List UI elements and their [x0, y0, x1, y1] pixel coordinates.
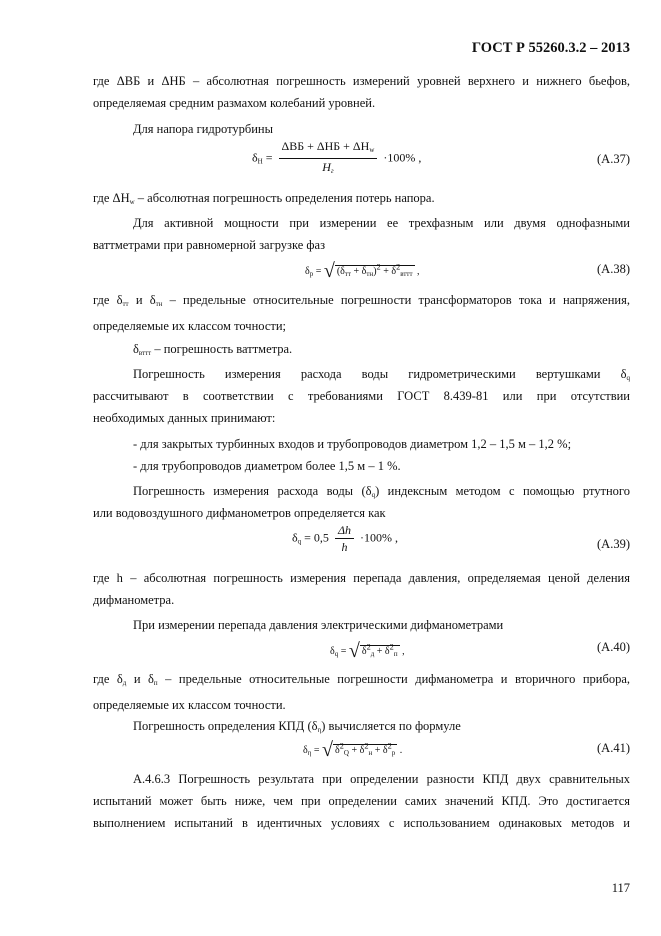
- text-span: – предельные относительные погрешности дифманометра и вторичного прибора,: [157, 672, 630, 686]
- paragraph-levels: [93, 70, 630, 114]
- formula-a40: $\delta_q$ = √ $\delta^2_д + \delta^2_п$ ,: [330, 640, 405, 662]
- text-line: где ΔВБ и ΔНБ – абсолютная погрешность измерений уровней верхнего и нижнего бьефов,: [93, 74, 630, 88]
- text-line: испытаний может быть ниже, чем при определении самих значений КПД. Это достигается: [93, 794, 630, 808]
- text-span: где δ: [93, 672, 123, 686]
- paragraph-flow-cont: [93, 385, 630, 429]
- text-line: А.4.6.3 Погрешность результата при определении разности КПД двух сравнительных: [133, 772, 630, 786]
- text-line: рассчитывают в соответствии с требованиями ГОСТ 8.439-81 или при отсутствии: [93, 389, 630, 403]
- formula-a37: $\delta_H$ = $\frac{\Delta ВБ + \Delta НБ + \Delta H_w}{H_г}$ ·100% ,: [252, 138, 421, 179]
- paragraph-a463-cont: [93, 790, 630, 834]
- f39-fraction: [335, 522, 354, 555]
- document-header: ГОСТ Р 55260.3.2 – 2013: [471, 40, 630, 56]
- page-number: 117: [611, 881, 630, 895]
- text-span: и δ: [128, 293, 156, 307]
- f37-numerator: ΔВБ + ΔНБ + ΔH: [281, 139, 370, 153]
- list-item: - для закрытых турбинных входов и трубопроводов диаметром 1,2 – 1,5 м – 1,2 %;: [133, 437, 572, 451]
- f37-lhs: δ: [252, 150, 258, 165]
- text-span: Погрешность измерения расхода воды гидрометрическими вертушками δ: [133, 367, 627, 381]
- formula-a39: [292, 522, 398, 555]
- text-sub: w: [129, 198, 135, 206]
- text-sub: тт: [122, 300, 129, 308]
- f37-den-sub: г: [330, 167, 334, 175]
- text-span: где δ: [93, 293, 123, 307]
- paragraph-diff: [93, 668, 630, 716]
- f37-tail: ·100% ,: [383, 150, 422, 165]
- f37-lhs-sub: H: [257, 157, 263, 166]
- text-span: – предельные относительные погрешности трансформаторов тока и напряжения,: [162, 293, 630, 307]
- text-sub: тн: [155, 300, 163, 308]
- text-span: ) индексным методом с помощью ртутного: [375, 484, 630, 498]
- f40-lhs: δ: [330, 646, 335, 657]
- text-sub: д: [122, 679, 127, 687]
- f39-denominator: h: [341, 540, 348, 554]
- text-span: – абсолютная погрешность определения потерь напора.: [134, 191, 435, 205]
- paragraph-h: [93, 567, 630, 611]
- text-line: выполнением испытаний в идентичных условиях с использованием одинаковых методов и: [93, 816, 630, 830]
- text-span: δ: [133, 342, 139, 356]
- f39-tail: ·100% ,: [359, 530, 398, 545]
- text-line: дифманометра.: [93, 593, 175, 607]
- paragraph-wattmeter: [93, 338, 630, 364]
- text-line: необходимых данных принимают:: [93, 411, 276, 425]
- formula-number-a37: (А.37): [597, 152, 630, 166]
- list-item: - для трубопроводов диаметром более 1,5 м – 1 %.: [133, 459, 401, 473]
- f37-fraction: [279, 138, 378, 179]
- text-sub: п: [153, 679, 158, 687]
- text-span: ) вычисляется по формуле: [321, 719, 461, 733]
- paragraph-head: Для напора гидротурбины: [133, 122, 274, 136]
- f37-denominator: H: [322, 160, 331, 174]
- text-line: где h – абсолютная погрешность измерения перепада давления, определяемая ценой деления: [93, 571, 630, 585]
- formula-number-a41: (А.41): [597, 741, 630, 755]
- paragraph-electric: При измерении перепада давления электрическими дифманометрами: [133, 618, 504, 632]
- list: [93, 433, 630, 477]
- text-line: Для активной мощности при измерении ее трехфазным или двумя однофазными: [133, 216, 630, 230]
- paragraph-power: [93, 212, 630, 234]
- text-line: определяемая средним размахом колебаний уровней.: [93, 96, 376, 110]
- text-line-2: ваттметрами при равномерной загрузке фаз: [93, 238, 326, 252]
- formula-number-a40: (А.40): [597, 640, 630, 654]
- f39-lhs: δ: [292, 530, 298, 545]
- f39-lhs-sub: q: [297, 537, 302, 546]
- text-sub: η: [317, 726, 322, 734]
- text-sub: вттт: [138, 349, 152, 357]
- text-line: определяемые их классом точности.: [93, 698, 286, 712]
- f38-lhs: δ: [305, 266, 310, 277]
- f38-lhs-sub: р: [309, 270, 314, 278]
- text-line: определяемые их классом точности;: [93, 319, 286, 333]
- f40-lhs-sub: q: [334, 650, 339, 658]
- text-span: – погрешность ваттметра.: [151, 342, 293, 356]
- f39-numerator: Δh: [335, 522, 354, 539]
- text-sub: q: [626, 374, 630, 382]
- text-span: и δ: [126, 672, 154, 686]
- paragraph-hw: [93, 187, 630, 213]
- text-span: Погрешность измерения расхода воды (δ: [133, 484, 372, 498]
- paragraph-transformers: [93, 289, 630, 337]
- paragraph-a463: [93, 768, 630, 790]
- formula-number-a39: (А.39): [597, 537, 630, 551]
- text-span: Погрешность определения КПД (δ: [133, 719, 318, 733]
- f37-num-sub: w: [369, 146, 375, 154]
- paragraph-kpd: [93, 715, 630, 741]
- text-line: или водовоздушного дифманометров определяется как: [93, 506, 386, 520]
- f41-lhs-sub: η: [307, 749, 312, 757]
- formula-number-a38: (А.38): [597, 262, 630, 276]
- formula-a38: $\delta_р$ = √ $(\delta_{тт} + \delta_{тн})^2 + \delta^2_{вттт}$ ,: [305, 260, 420, 282]
- text-span: где ΔH: [93, 191, 130, 205]
- f41-lhs: δ: [303, 745, 308, 756]
- text-sub: q: [371, 491, 376, 499]
- f39-coef: = 0,5: [304, 530, 329, 545]
- formula-a41: $\delta_\eta$ = √ $\delta^2_Q + \delta^2_н + \delta^2_р$ .: [303, 739, 403, 761]
